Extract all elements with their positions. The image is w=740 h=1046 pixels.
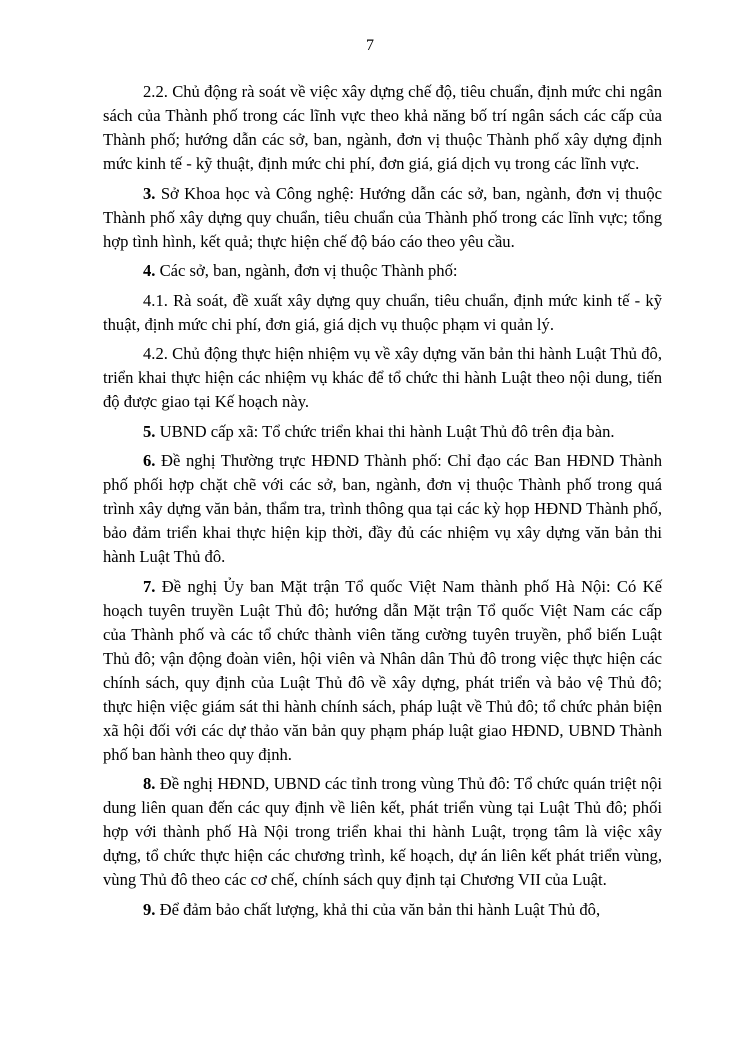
- paragraph-text: Sở Khoa học và Công nghệ: Hướng dẫn các sở, ban, ngành, đơn vị thuộc Thành phố xây dựng quy chuẩn, tiêu chuẩn của Thành phố trong các lĩnh vực; tổng hợp tình hình, kết quả; thực hiện chế độ báo cáo theo yêu cầu.: [103, 183, 662, 251]
- paragraph-text: Để đảm bảo chất lượng, khả thi của văn bản thi hành Luật Thủ đô,: [155, 899, 601, 919]
- paragraph-text: Các sở, ban, ngành, đơn vị thuộc Thành phố:: [155, 261, 458, 280]
- paragraph-text: Đề nghị HĐND, UBND các tỉnh trong vùng Thủ đô: Tổ chức quán triệt nội dung liên quan đến các quy định về liên kết, phát triển vùng tại Luật Thủ đô; phối hợp với thành phố Hà Nội trong triển khai thi hành Luật, trọng tâm là việc xây dựng, tổ chức thực hiện các chương trình, kế hoạch, dự án liên kết phát triển vùng, vùng Thủ đô theo các cơ chế, chính sách quy định tại Chương VII của Luật.: [103, 774, 662, 889]
- paragraph-number: 7.: [143, 576, 156, 596]
- paragraph-text: UBND cấp xã: Tổ chức triển khai thi hành Luật Thủ đô trên địa bàn.: [155, 421, 615, 441]
- paragraph-text: 4.2. Chủ động thực hiện nhiệm vụ về xây dựng văn bản thi hành Luật Thủ đô, triển khai thực hiện các nhiệm vụ khác để tổ chức thi hành Luật theo nội dung, tiến độ được giao tại Kế hoạch này.: [103, 344, 662, 411]
- paragraph-number: 4.: [143, 261, 156, 280]
- paragraph-number: 6.: [143, 451, 156, 470]
- paragraph-number: 8.: [143, 774, 156, 793]
- paragraph-8: [103, 772, 662, 892]
- paragraph-4-2: [103, 342, 662, 414]
- paragraph-number: 9.: [143, 899, 156, 919]
- paragraph-4: [103, 259, 662, 283]
- paragraph-text: 2.2. Chủ động rà soát về việc xây dựng chế độ, tiêu chuẩn, định mức chi ngân sách của Thành phố trong các lĩnh vực theo khả năng bố trí ngân sách các cấp của Thành phố; hướng dẫn các sở, ban, ngành, đơn vị thuộc Thành phố xây dựng định mức kinh tế - kỹ thuật, định mức chi phí, đơn giá, giá dịch vụ trong các lĩnh vực.: [103, 82, 662, 173]
- paragraph-5: [103, 420, 662, 444]
- paragraph-2-2: [103, 80, 662, 176]
- document-body: [103, 80, 662, 927]
- paragraph-number: 5.: [143, 421, 156, 441]
- paragraph-6: [103, 449, 662, 569]
- paragraph-text: Đề nghị Thường trực HĐND Thành phố: Chỉ đạo các Ban HĐND Thành phố phối hợp chặt chẽ với các sở, ban, ngành, đơn vị thuộc Thành phố trong quá trình xây dựng văn bản, thẩm tra, trình thông qua tại các kỳ họp HĐND Thành phố, bảo đảm triển khai thực hiện kịp thời, đầy đủ các nhiệm vụ xây dựng văn bản thi hành Luật Thủ đô.: [103, 451, 662, 566]
- paragraph-4-1: [103, 289, 662, 337]
- paragraph-7: [103, 575, 662, 767]
- paragraph-text: Đề nghị Ủy ban Mặt trận Tổ quốc Việt Nam thành phố Hà Nội: Có Kế hoạch tuyên truyền Luật Thủ đô; hướng dẫn Mặt trận Tổ quốc Việt Nam các cấp của Thành phố và các tổ chức thành viên tăng cường tuyên truyền, phổ biến Luật Thủ đô; vận động đoàn viên, hội viên và Nhân dân Thủ đô trong việc thực hiện các chính sách, quy định của Luật Thủ đô về xây dựng, phát triển và bảo vệ Thủ đô; thực hiện việc giám sát thi hành chính sách, pháp luật về Thủ đô; tổ chức phản biện xã hội đối với các dự thảo văn bản quy phạm pháp luật giao HĐND, UBND Thành phố ban hành theo quy định.: [103, 576, 662, 764]
- paragraph-number: 3.: [143, 183, 156, 203]
- page-number: 7: [366, 37, 374, 54]
- paragraph-9: [103, 898, 662, 922]
- paragraph-3: [103, 182, 662, 254]
- paragraph-text: 4.1. Rà soát, đề xuất xây dựng quy chuẩn, tiêu chuẩn, định mức kinh tế - kỹ thuật, định mức chi phí, đơn giá, giá dịch vụ thuộc phạm vi quản lý.: [103, 290, 662, 334]
